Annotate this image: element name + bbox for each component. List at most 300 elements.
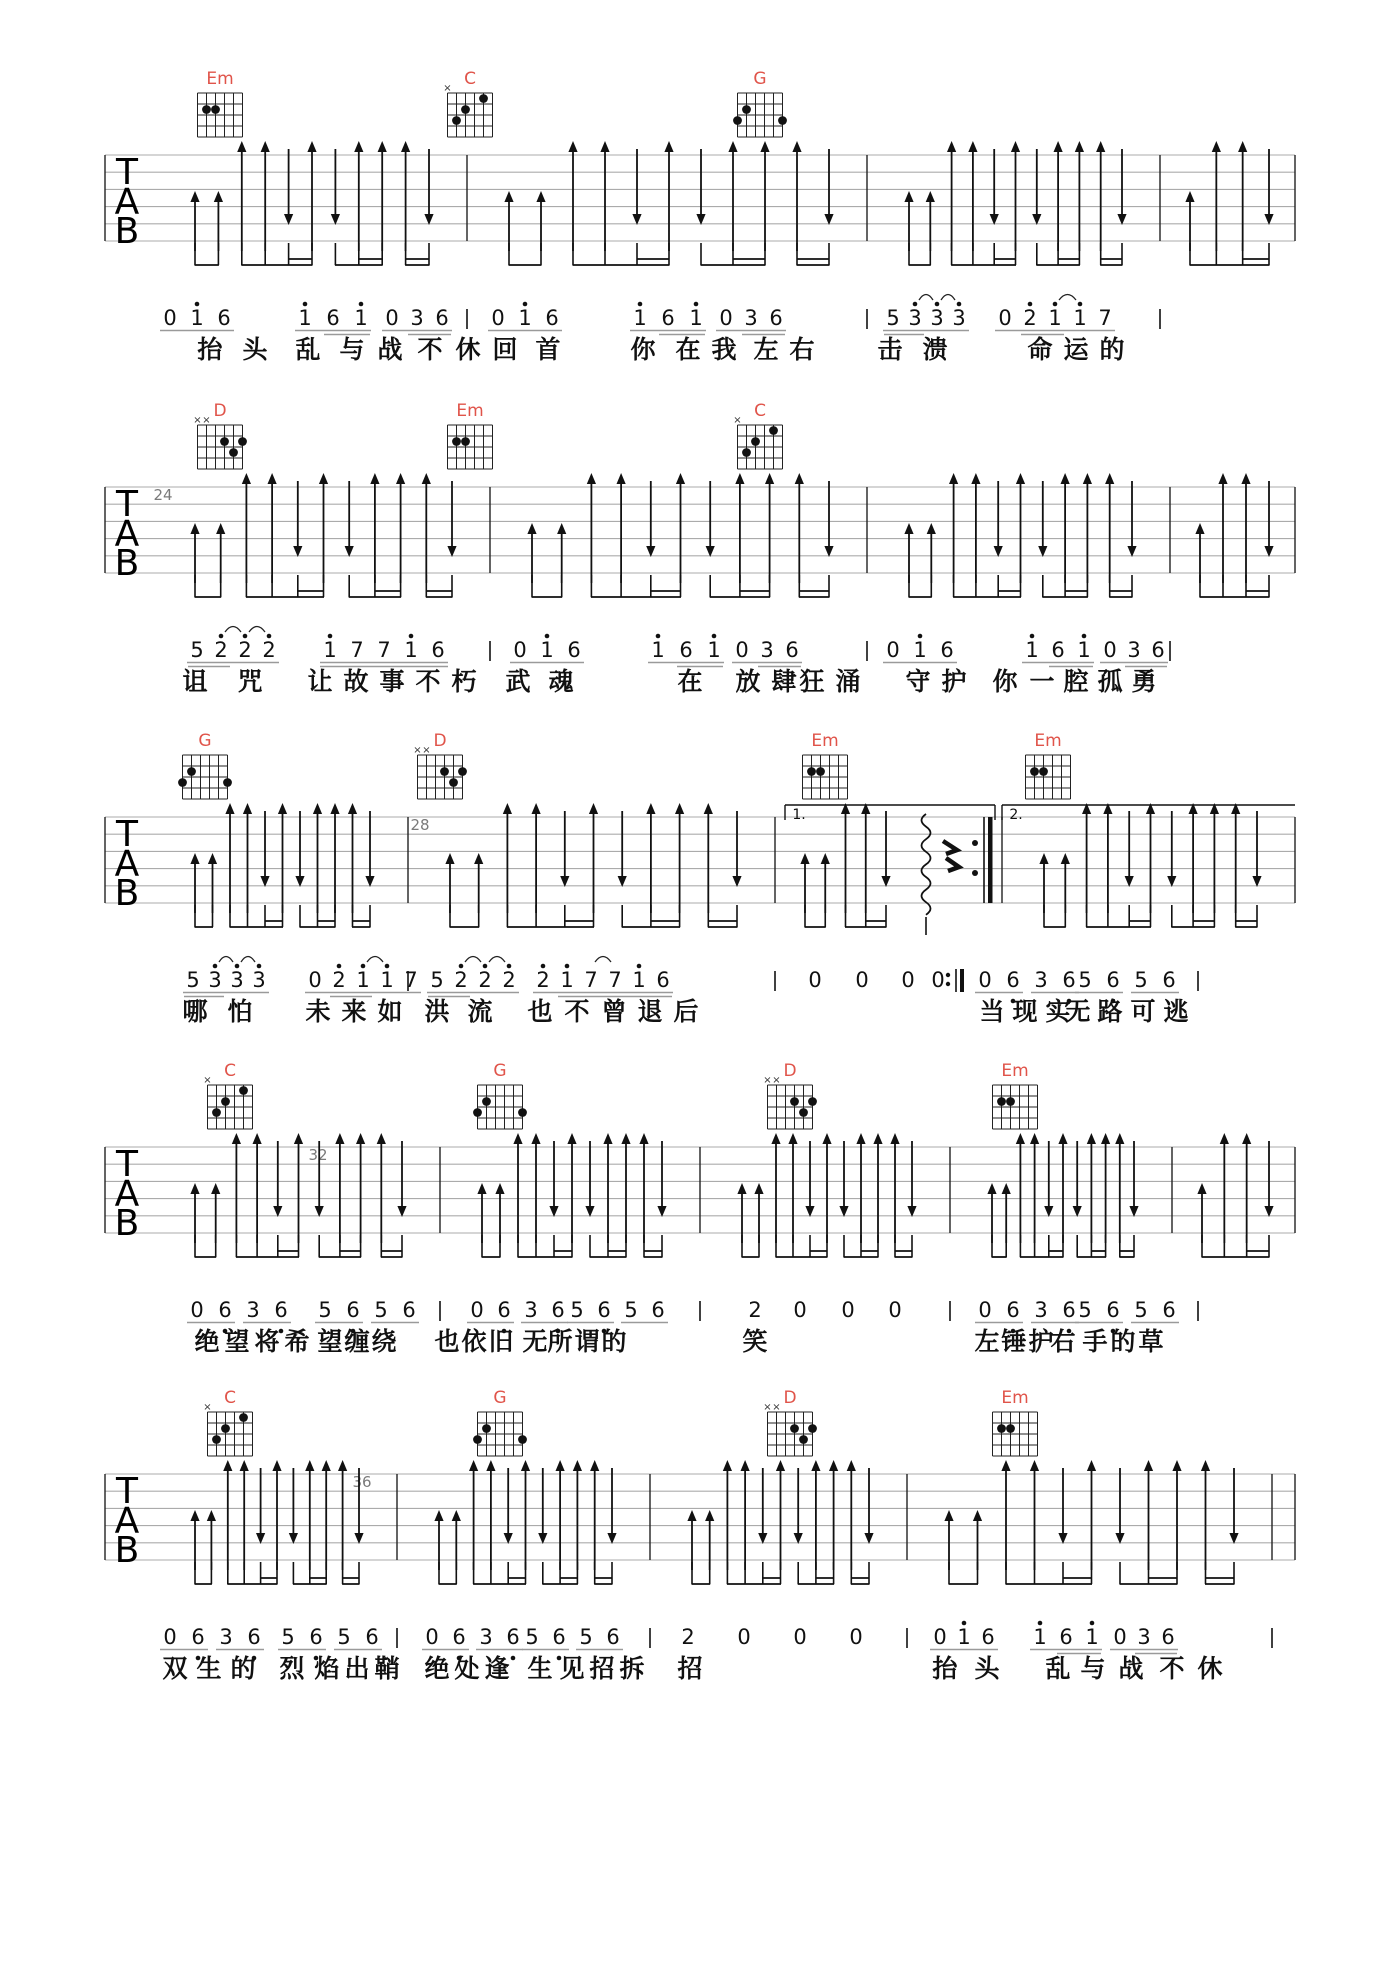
- notation-number: 0: [978, 1298, 992, 1322]
- chord-dot: [733, 116, 742, 125]
- lyric-char: 来: [341, 997, 367, 1026]
- chord-name: D: [213, 401, 227, 421]
- octave-dot-high: [507, 964, 512, 969]
- notation-group: [855, 968, 868, 992]
- notation-number: 5: [624, 1298, 638, 1322]
- lyric-char: 左: [974, 1327, 1000, 1356]
- notation-number: 6: [1006, 1298, 1020, 1322]
- octave-dot-high: [483, 964, 488, 969]
- lyric-char: 乱: [1045, 1654, 1071, 1683]
- strum-arrow-down: [1032, 149, 1041, 225]
- notation-group: [737, 1625, 750, 1649]
- notation-number: 7: [608, 968, 622, 992]
- lyric-char: 休: [1197, 1654, 1223, 1683]
- chord-c: [203, 1388, 252, 1456]
- notation-number: 6: [1106, 968, 1120, 992]
- octave-dot-high: [267, 634, 272, 639]
- notation-number: 6: [1059, 1625, 1073, 1649]
- octave-dot-high: [957, 302, 962, 307]
- notation-number: 3: [744, 306, 758, 330]
- notation-group: [849, 1625, 862, 1649]
- strum-arrow-up: [1197, 1183, 1206, 1243]
- strum-arrow-up: [1016, 1133, 1025, 1243]
- chord-g: [178, 731, 232, 799]
- strum-arrow-up: [927, 523, 936, 583]
- lyric-char: 无: [522, 1327, 548, 1356]
- strum-arrow-up: [370, 473, 379, 583]
- strum-arrow-up: [829, 1460, 838, 1570]
- strum-arrow-down: [345, 481, 354, 557]
- strum-arrow-down: [1073, 1141, 1082, 1217]
- lyric-char: 将: [254, 1327, 280, 1356]
- strum-arrow-up: [536, 191, 545, 251]
- strum-arrow-up: [771, 1133, 780, 1243]
- notation-group: [793, 1298, 806, 1322]
- notation-number: 5: [430, 968, 444, 992]
- lyric-char: 现: [1012, 997, 1038, 1026]
- notation-number: 5: [1078, 968, 1092, 992]
- lyric-char: 洪: [424, 997, 450, 1026]
- arpeggio-squiggle: [922, 814, 931, 915]
- strum-arrow-down: [864, 1468, 873, 1544]
- strum-arrow-up: [338, 1460, 347, 1570]
- tab-clef: [115, 1144, 140, 1244]
- notation-number: 6: [497, 1298, 511, 1322]
- notation-number: 1: [540, 638, 554, 662]
- notation-number: 1: [633, 306, 647, 330]
- strum-arrow-up: [190, 191, 199, 251]
- strum-arrow-up: [477, 1183, 486, 1243]
- strum-arrow-up: [856, 1133, 865, 1243]
- strum-arrow-up: [319, 473, 328, 583]
- notation-number: 5: [281, 1625, 295, 1649]
- repeat-dot: [946, 982, 950, 986]
- tab-clef: [115, 152, 140, 252]
- tab-clef-letter: T: [116, 484, 138, 525]
- slur-arc: [595, 957, 611, 963]
- tab-clef-letter: A: [114, 1500, 140, 1542]
- slur-arc: [919, 295, 933, 301]
- strum-arrow-up: [949, 473, 958, 583]
- strum-arrow-up: [1105, 473, 1114, 583]
- system-2: [105, 401, 1295, 696]
- notation-number: 5: [186, 968, 200, 992]
- notation-group: [841, 1298, 854, 1322]
- strum-arrow-down: [881, 811, 890, 887]
- slur-arc: [367, 957, 383, 963]
- octave-dot-high: [328, 634, 333, 639]
- chord-em: [198, 69, 243, 137]
- lyric-char: 狂: [799, 667, 825, 696]
- chord-dot: [212, 1435, 221, 1444]
- strum-arrow-up: [237, 141, 246, 251]
- strum-arrow-up: [587, 473, 596, 583]
- beam-group: [992, 1235, 1135, 1257]
- notation-number: 3: [219, 1625, 233, 1649]
- chord-name: C: [754, 401, 766, 421]
- notation-number: 6: [679, 638, 693, 662]
- lyric-char: 你: [630, 335, 656, 364]
- chord-dot: [1030, 767, 1039, 776]
- lyric-char: 路: [1097, 997, 1123, 1026]
- strum-arrow-up: [313, 803, 322, 913]
- notation-number: 6: [218, 1298, 232, 1322]
- beam-group: [195, 243, 430, 265]
- beam-group: [195, 905, 371, 927]
- notation-number: 0: [308, 968, 322, 992]
- lyric-char: 与: [1080, 1654, 1106, 1683]
- chord-dot: [816, 767, 825, 776]
- strum-arrow-up: [1103, 803, 1112, 913]
- lyric-char: 休: [455, 335, 481, 364]
- chord-c: [203, 1061, 252, 1129]
- strum-arrow-up: [687, 1510, 696, 1570]
- chord-dot: [452, 116, 461, 125]
- rest-glyph: [943, 841, 957, 854]
- lyric-char: 绕: [371, 1327, 397, 1356]
- strum-arrow-up: [268, 473, 277, 583]
- notation-number: 6: [402, 1298, 416, 1322]
- strum-arrow-up: [573, 1460, 582, 1570]
- rest-glyph: [946, 858, 959, 871]
- notation-group: [305, 957, 421, 997]
- chord-dot: [461, 437, 470, 446]
- strum-arrow-up: [1016, 473, 1025, 583]
- strum-arrow-down: [907, 1141, 916, 1217]
- beam-group: [692, 1562, 870, 1584]
- strum-arrow-up: [190, 853, 199, 913]
- notation-number: 0: [737, 1625, 751, 1649]
- lyric-char: 当: [979, 997, 1005, 1026]
- notation-number: 2: [536, 968, 550, 992]
- notation-number: 7: [1098, 306, 1112, 330]
- chord-dot: [479, 94, 488, 103]
- beam-group: [482, 1235, 663, 1257]
- notation-group: [382, 306, 452, 335]
- lyric-char: 在: [675, 335, 701, 364]
- tab-clef-letter: T: [116, 814, 138, 855]
- muted-string-mark: ×: [763, 1402, 772, 1413]
- notation-group: [630, 302, 706, 335]
- notation-number: 6: [247, 1625, 261, 1649]
- strum-arrow-down: [331, 149, 340, 225]
- notation-number: 0: [735, 638, 749, 662]
- notation-number: 6: [567, 638, 581, 662]
- strum-arrow-down: [1127, 481, 1136, 557]
- strum-arrow-up: [1146, 803, 1155, 913]
- lyric-char: 依: [461, 1327, 487, 1356]
- chord-em: [993, 1061, 1038, 1129]
- chord-dot: [211, 105, 220, 114]
- strum-arrow-up: [261, 141, 270, 251]
- notation-number: 0: [719, 306, 733, 330]
- strum-arrow-down: [994, 481, 1003, 557]
- notation-group: [930, 1621, 998, 1650]
- strum-arrow-down: [273, 1141, 282, 1217]
- notation-number: 1: [632, 968, 646, 992]
- lyric-char: 与: [339, 335, 365, 364]
- notation-number: 3: [208, 968, 222, 992]
- chord-name: Em: [1001, 1388, 1029, 1408]
- strum-arrow-up: [422, 473, 431, 583]
- lyric-char: 可: [1130, 997, 1156, 1026]
- notation-number: 6: [1106, 1298, 1120, 1322]
- notation-group: [427, 957, 519, 997]
- strum-arrow-down: [284, 149, 293, 225]
- staff-repeat-dot: [972, 870, 978, 876]
- tab-clef-letter: A: [114, 843, 140, 885]
- strum-arrow-up: [904, 523, 913, 583]
- octave-dot-high: [712, 634, 717, 639]
- strum-arrow-up: [1001, 1460, 1010, 1570]
- strum-arrow-up: [1238, 141, 1247, 251]
- notation-number: 3: [1127, 638, 1141, 662]
- notation-number: 7: [377, 638, 391, 662]
- tab-clef: [115, 484, 140, 584]
- lyric-char: 旧: [488, 1327, 514, 1356]
- lyric-char: 出: [344, 1654, 370, 1683]
- strum-arrow-up: [1082, 803, 1091, 913]
- lyric-char: 绝: [194, 1327, 220, 1356]
- octave-dot-high: [1078, 302, 1083, 307]
- muted-string-mark: ×: [733, 415, 742, 426]
- chord-dot: [742, 448, 751, 457]
- lyric-char: 后: [673, 997, 699, 1026]
- strum-arrow-up: [567, 1133, 576, 1243]
- notation-number: 2: [502, 968, 516, 992]
- lyric-char: 见: [559, 1654, 585, 1683]
- lyric-char: 实: [1045, 997, 1071, 1026]
- notation-number: 6: [326, 306, 340, 330]
- strum-arrow-up: [1083, 473, 1092, 583]
- octave-dot-high: [1030, 634, 1035, 639]
- octave-dot-high: [1082, 634, 1087, 639]
- strum-arrow-up: [557, 523, 566, 583]
- notation-group: [621, 1298, 668, 1323]
- lyric-char: 的: [230, 1654, 256, 1683]
- chord-name: G: [198, 731, 212, 751]
- lyric-char: 战: [1118, 1654, 1144, 1683]
- strum-arrow-up: [240, 1460, 249, 1570]
- lyric-char: 也: [434, 1327, 460, 1356]
- notation-group: [888, 1298, 901, 1322]
- notation-number: 0: [163, 306, 177, 330]
- strum-arrow-up: [474, 853, 483, 913]
- muted-string-mark: ×: [763, 1075, 772, 1086]
- octave-dot-high: [243, 634, 248, 639]
- notation-group: [748, 1298, 761, 1322]
- strum-arrow-up: [973, 1510, 982, 1570]
- strum-arrow-up: [1231, 803, 1240, 913]
- beam-group: [949, 1562, 1235, 1584]
- beam-group: [195, 1562, 360, 1584]
- lyric-char: 护: [1028, 1327, 1054, 1356]
- notation-group: [533, 957, 673, 997]
- system-5: [105, 1388, 1295, 1683]
- chord-name: Em: [206, 69, 234, 89]
- beam-group: [805, 905, 887, 927]
- octave-dot-high: [213, 964, 218, 969]
- lyric-char: 涌: [835, 667, 861, 696]
- notation-number: 1: [1025, 638, 1039, 662]
- strum-arrow-up: [760, 141, 769, 251]
- notation-number: 2: [262, 638, 276, 662]
- notation-number: 6: [309, 1625, 323, 1649]
- notation-group: [681, 1625, 694, 1649]
- lyric-char: 谓: [574, 1327, 600, 1356]
- beam-group: [742, 1235, 913, 1257]
- strum-arrow-up: [278, 803, 287, 913]
- strum-arrow-up: [723, 1460, 732, 1570]
- chord-d: [193, 401, 247, 469]
- notation-number: 1: [689, 306, 703, 330]
- strum-arrow-down: [824, 149, 833, 225]
- tab-clef-letter: T: [116, 1144, 138, 1185]
- notation-group: [576, 1625, 623, 1650]
- muted-string-mark: ×: [203, 1402, 212, 1413]
- chord-name: G: [493, 1061, 507, 1081]
- octave-dot-high: [656, 634, 661, 639]
- octave-dot-high: [541, 964, 546, 969]
- strum-arrow-up: [847, 1460, 856, 1570]
- notation-number: 1: [1085, 1625, 1099, 1649]
- notation-number: 6: [1162, 1298, 1176, 1322]
- notation-number: 6: [506, 1625, 520, 1649]
- strum-arrow-down: [1229, 1468, 1238, 1544]
- chord-dot: [808, 1097, 817, 1106]
- strum-arrow-up: [307, 141, 316, 251]
- lyrics-line: [182, 667, 1156, 696]
- lyric-char: 所: [547, 1327, 573, 1356]
- strum-arrow-up: [1212, 141, 1221, 251]
- tab-clef-letter: A: [114, 513, 140, 555]
- strum-arrow-up: [531, 1133, 540, 1243]
- slur-arc: [219, 957, 233, 963]
- strum-arrow-up: [1189, 803, 1198, 913]
- strum-arrow-up: [646, 803, 655, 913]
- notation-number: 0: [901, 968, 915, 992]
- chord-dot: [461, 105, 470, 114]
- strum-arrow-up: [1087, 1460, 1096, 1570]
- notation-number: 6: [1161, 1625, 1175, 1649]
- notation-number: 1: [518, 306, 532, 330]
- strum-arrow-up: [926, 191, 935, 251]
- lyric-char: 头: [974, 1654, 1000, 1683]
- strum-arrow-down: [1125, 811, 1134, 887]
- chord-em: [993, 1388, 1038, 1456]
- strum-arrow-up: [603, 1133, 612, 1243]
- strum-arrow-up: [1144, 1460, 1153, 1570]
- strum-arrow-up: [728, 141, 737, 251]
- system-4: [105, 1061, 1295, 1356]
- strum-arrow-down: [397, 1141, 406, 1217]
- strum-arrow-up: [1096, 141, 1105, 251]
- lyric-char: 的: [1099, 335, 1125, 364]
- lyric-char: 朽: [451, 667, 477, 696]
- strum-arrow-up: [590, 1460, 599, 1570]
- chord-dot: [178, 778, 187, 787]
- notation-number: 1: [1073, 306, 1087, 330]
- strum-arrow-up: [788, 1133, 797, 1243]
- notation-group: [1110, 1625, 1178, 1654]
- notation-number: 7: [584, 968, 598, 992]
- notation-number: 0: [933, 1625, 947, 1649]
- tab-clef-letter: B: [114, 1530, 140, 1571]
- notation-number: 6: [1062, 968, 1076, 992]
- strum-arrow-up: [330, 803, 339, 913]
- strum-arrow-down: [560, 811, 569, 887]
- notation-group: [371, 1298, 419, 1323]
- strum-arrow-down: [1264, 1141, 1273, 1217]
- notation-number: 6: [785, 638, 799, 662]
- strum-arrow-up: [890, 1133, 899, 1243]
- chord-g: [473, 1061, 527, 1129]
- octave-dot-high: [361, 964, 366, 969]
- lyric-char: 抬: [932, 1654, 958, 1683]
- beam-group: [195, 575, 453, 597]
- lyric-char: 笑: [742, 1327, 768, 1356]
- notation-number: 0: [470, 1298, 484, 1322]
- lyric-char: 的: [1110, 1327, 1136, 1356]
- muted-string-mark: ×: [413, 745, 422, 756]
- strum-arrow-up: [356, 1133, 365, 1243]
- strum-arrow-up: [305, 1460, 314, 1570]
- chord-dot: [808, 1424, 817, 1433]
- strum-arrow-up: [621, 1133, 630, 1243]
- chord-name: Em: [811, 731, 839, 751]
- strum-arrow-up: [841, 803, 850, 913]
- notation-group: [793, 1625, 806, 1649]
- beam-group: [1202, 1235, 1270, 1257]
- notation-number: 6: [606, 1625, 620, 1649]
- strum-arrow-up: [971, 473, 980, 583]
- tab-clef-letter: B: [114, 543, 140, 584]
- lyric-char: 望: [317, 1327, 343, 1356]
- strum-arrow-down: [805, 1141, 814, 1217]
- slur-arc: [1059, 295, 1076, 301]
- notation-number: 5: [525, 1625, 539, 1649]
- notation-group: [995, 295, 1115, 335]
- lyric-char: 哪: [182, 997, 208, 1026]
- notation-number: 1: [560, 968, 574, 992]
- lyric-char: 焰: [314, 1654, 340, 1683]
- notation-number: 2: [748, 1298, 762, 1322]
- strum-arrow-up: [1101, 1133, 1110, 1243]
- strum-arrow-down: [696, 149, 705, 225]
- strum-arrow-down: [295, 811, 304, 887]
- notation-number: 0: [978, 968, 992, 992]
- system-3: [105, 731, 1295, 1026]
- chord-em: [803, 731, 848, 799]
- lyric-char: 肆: [771, 667, 797, 696]
- notation-number: 1: [354, 306, 368, 330]
- chord-dot: [790, 1424, 799, 1433]
- notation-number: 5: [318, 1298, 332, 1322]
- octave-dot-high: [935, 302, 940, 307]
- strum-arrow-down: [794, 1468, 803, 1544]
- slur-arc: [489, 957, 505, 963]
- notation-number: 6: [656, 968, 670, 992]
- strum-arrow-up: [556, 1460, 565, 1570]
- notation-number: 1: [404, 638, 418, 662]
- strum-arrow-up: [754, 1183, 763, 1243]
- notation-number: 0: [931, 968, 945, 992]
- notation-number: 1: [651, 638, 665, 662]
- slur-arc: [225, 627, 241, 633]
- notation-number: 6: [1151, 638, 1165, 662]
- notation-number: 5: [1134, 968, 1148, 992]
- chord-dot: [187, 767, 196, 776]
